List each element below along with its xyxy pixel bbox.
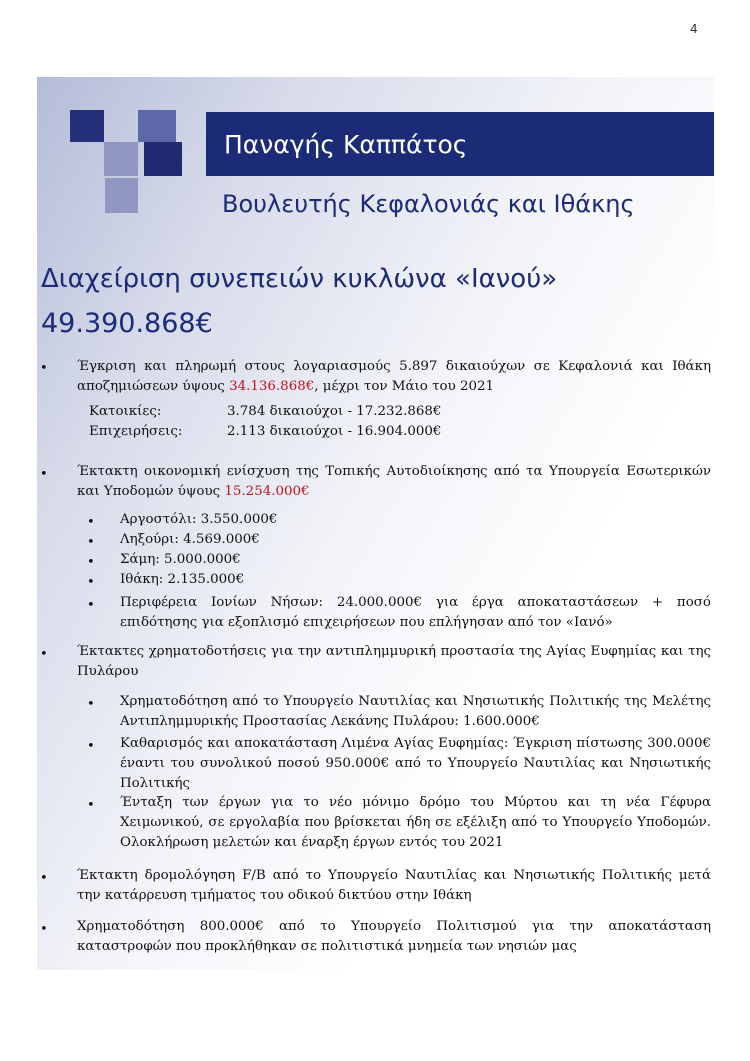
compensation-row-business [89,422,442,442]
decorative-square [105,178,138,213]
sub-item-ithaca: Ιθάκη: 2.135.000€ [120,572,245,587]
sub-item-sami: Σάμη: 5.000.000€ [120,552,241,567]
bullet-icon: • [40,361,48,376]
bullet-icon: • [87,739,95,754]
list-item-compensation: Έγκριση και πληρωμή στους λογαριασμούς 5.897 δικαιούχων σε Κεφαλονιά και Ιθάκη αποζημιώσεων ύψους 34.136.868€, μέχρι τον Μάιο του 2021 [77,359,711,394]
bullet-icon: • [87,598,95,613]
row-label: Επιχειρήσεις: [89,424,183,439]
bullet-icon: • [87,535,95,550]
bullet-icon: • [40,871,48,886]
sub-item-lixouri: Ληξούρι: 4.569.000€ [120,532,260,547]
mp-name: Παναγής Καππάτος [224,130,468,159]
row-value: 2.113 δικαιούχοι - 16.904.000€ [227,424,442,439]
bullet-icon: • [40,922,48,937]
row-label: Κατοικίες: [89,404,162,419]
support-amount: 15.254.000€ [224,484,310,499]
decorative-square [138,110,176,142]
list-item-culture-funding: Χρηματοδότηση 800.000€ από το Υπουργείο Πολιτισμού για την αποκατάσταση καταστροφών που προκλήθηκαν σε πολιτιστικά μνημεία των νησιών μας [77,919,711,954]
sub-item-pylaros-study: Χρηματοδότηση από το Υπουργείο Ναυτιλίας και Νησιωτικής Πολιτικής της Μελέτης Αντιπλημμυρικής Προστασίας Λεκάνης Πυλάρου: 1.600.000€ [120,694,711,729]
list-item-local-government-support: Έκτακτη οικονομική ενίσχυση της Τοπικής Αυτοδιοίκησης από τα Υπουργεία Εσωτερικών και Υποδομών ύψους 15.254.000€ [77,464,711,499]
section-total: 49.390.868€ [41,308,213,339]
bullet-icon: • [87,798,95,813]
bullet-icon: • [87,575,95,590]
compensation-amount: 34.136.868€ [229,379,315,394]
decorative-square [104,142,138,176]
sub-item-argostoli: Αργοστόλι: 3.550.000€ [120,512,278,527]
sub-item-ionian-region: Περιφέρεια Ιονίων Νήσων: 24.000.000€ για έργα αποκαταστάσεων + ποσό επιδότησης για εξοπλισμό επιχειρήσεων που επλήγησαν από τον «Ιανό» [120,595,711,630]
bullet-icon: • [87,515,95,530]
decorative-square [144,142,182,176]
section-title: Διαχείριση συνεπειών κυκλώνα «Ιανού» [41,264,558,294]
bullet-icon: • [40,647,48,662]
bullet-icon: • [87,697,95,712]
sub-item-agia-efimia-port: Καθαρισμός και αποκατάσταση Λιμένα Αγίας Ευφημίας: Έγκριση πίστωσης 300.000€ έναντι του συνολικού ποσού 950.000€ από το Υπουργείο Ναυτιλίας και Νησιωτικής Πολιτικής [120,736,711,791]
decorative-square [70,110,104,142]
mp-subtitle: Βουλευτής Κεφαλονιάς και Ιθάκης [222,190,635,218]
sub-item-myrtos-road: Ένταξη των έργων για το νέο μόνιμο δρόμο του Μύρτου και τη νέα Γέφυρα Χειμωνικού, σε εργολαβία που βρίσκεται ήδη σε εξέλιξη από το Υπουργείο Υποδομών. Ολοκλήρωση μελετών και έναρξη έργων εντός του 2021 [120,795,711,850]
list-item-ferry-routing: Έκτακτη δρομολόγηση F/B από το Υπουργείο Ναυτιλίας και Νησιωτικής Πολιτικής μετά την κατάρρευση τμήματος του οδικού δικτύου στην Ιθάκη [77,868,711,903]
list-item-flood-protection: Έκτακτες χρηματοδοτήσεις για την αντιπλημμυρική προστασία της Αγίας Ευφημίας και της Πυλάρου [77,644,711,679]
bullet-icon: • [40,467,48,482]
page-number: 4 [690,22,698,36]
bullet-icon: • [87,555,95,570]
row-value: 3.784 δικαιούχοι - 17.232.868€ [227,404,442,419]
compensation-row-housing [89,402,442,422]
